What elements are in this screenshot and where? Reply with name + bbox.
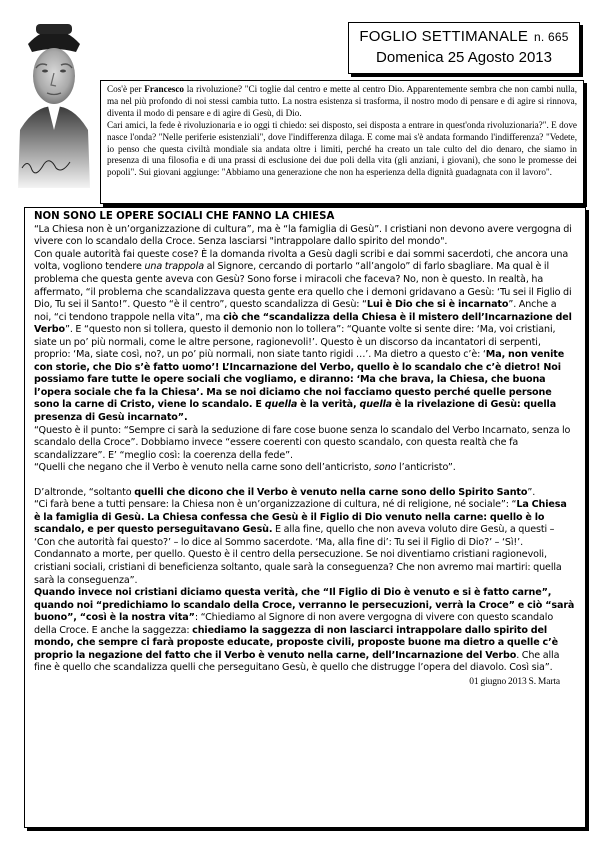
text-run: . Che alla fine è quello che scandalizza quelli che perseguitano Gesù, è quello che distrugge l’opera del diavolo. Così sia”. <box>34 649 560 674</box>
intro-paragraph-1: Cos'è per Francesco la rivoluzione? "Ci toglie dal centro e mette al centro Dio. Apparentemente sembra che non cambi nulla, ma nel più profondo di noi stessi cambia tutto. La nostra esistenza si trasforma, il nostro modo di pensare e di agire si rinnova, diventa il modo di pensare e di agire di Gesù, di Dio. <box>107 84 577 118</box>
text-run: Lui è Dio che si è incarnato <box>366 299 509 311</box>
intro-paragraph-2: Cari amici, la fede è rivoluzionaria e io oggi ti chiedo: sei disposto, sei disposta a entrare in quest'onda rivoluzionaria?". E dove nasce l'onda? "Nelle periferie esistenziali", dove l'indifferenza dilaga. E come mai s'è andata formando l'indifferenza? "Vedete, io penso che questa civiltà mondiale sia andata oltre i limiti, perché ha creato un tale culto del dio denaro, che siamo in presenza di una filosofia e di una prassi di esclusione dei due poli della vita (gli anziani, i giovani), che sono le promesse dei popoli". Sui giovani aggiunge: "Abbiamo una generazione che non ha esperienza della dignità guadagnata con il lavoro". <box>107 119 577 178</box>
masthead <box>348 22 580 74</box>
issue-number: n. 665 <box>534 30 569 44</box>
text-run: Ma, non venite con storie, che Dio s’è fatto uomo’! L’Incarnazione del Verbo, quello è lo scandalo che c’è dietro! Noi possiamo fare tutte le opere sociali che vogliamo, e diranno: ‘Ma che brava, la Chiesa, che buona l’opera sociale che fa la Chiesa’. Ma se noi diciamo che noi facciamo questo perché quelle persone sono la carne di Cristo, viene lo scandalo. E <box>34 349 565 411</box>
article-paragraph <box>34 462 576 475</box>
text-run: : “Chiediamo al Signore di non avere vergogna di vivere con questo scandalo della Croce. E anche la saggezza: <box>34 612 554 636</box>
text-run: è la rivelazione di Gesù: quella presenza di Gesù incarnato”. <box>34 399 557 423</box>
portrait-photo-icon <box>14 18 94 188</box>
text-run: “La Chiesa non è un’organizzazione di cultura”, ma è “la famiglia di Gesù”. I cristiani non devono avere vergogna di vivere con lo scandalo della Croce. Senza lasciarsi "intrappolare dallo spirito del mondo". <box>34 223 572 248</box>
article-box <box>24 207 586 828</box>
text-run: l’anticristo”. <box>396 462 456 474</box>
article-heading: NON SONO LE OPERE SOCIALI CHE FANNO LA CHIESA <box>34 211 335 222</box>
text-run: La Chiesa è la famiglia di Gesù. La Chiesa confessa che Gesù è il Figlio di Dio venuto nella carne: quello è lo scandalo, e per questo perseguitavano Gesù. <box>34 499 567 536</box>
text-run: Con quale autorità fai queste cose? È la domanda rivolta a Gesù dagli scribi e dai sommi sacerdoti, che ancora una volta, vogliono tendere <box>34 248 569 273</box>
text-run: quelli che dicono che il Verbo è venuto nella carne sono dello Spirito Santo <box>134 486 528 498</box>
intro-box <box>100 80 584 204</box>
paragraph-gap <box>34 475 576 487</box>
text-run: ”. <box>527 486 536 498</box>
text-run: “Ci farà bene a tutti pensare: la Chiesa non è un’organizzazione di cultura, né di religione, né sociale”: “ <box>34 499 517 511</box>
text-run: D’altronde, “soltanto <box>34 486 135 498</box>
issue-date: Domenica 25 Agosto 2013 <box>376 49 552 66</box>
text-run: E alla fine, quello che non aveva voluto dire Gesù, a questi – ‘Con che autorità fai questo?’ – lo dice al Sommo sacerdote. ‘Ma, alla fine di’: Tu sei il Figlio di Dio?’ – ‘Sì!’. Condannato a morte, per quello. Questo è il centro della persecuzione. Se noi diventiamo cristiani ragionevoli, cristiani sociali, cristiani di beneficienza soltanto, quale sarà la conseguenza? Che non avremo mai martiri: quella sarà la conseguenza”. <box>34 524 562 586</box>
masthead-title: FOGLIO SETTIMANALE <box>359 28 529 45</box>
intro-francesco: Francesco <box>144 84 185 94</box>
text-run: quella <box>359 399 393 411</box>
article-paragraph <box>34 249 576 425</box>
text-run: Quando invece noi cristiani diciamo questa verità, che “Il Figlio di Dio è venuto e si è fatto carne”, quando noi “predichiamo lo scandalo della Croce, verranno le persecuzioni, verrà la Croce” e ciò “sarà buono”, “così è la nostra vita” <box>34 587 575 624</box>
article-paragraph <box>34 224 576 249</box>
text-run: quella <box>264 399 298 411</box>
article-signature: 01 giugno 2013 S. Marta <box>469 676 560 687</box>
text-run: ciò che “scandalizza della Chiesa è il mistero dell’Incarnazione del Verbo <box>34 311 572 336</box>
text-run: sono <box>374 462 397 474</box>
article-paragraph <box>34 499 576 587</box>
text-run: ”. E “questo non si tollera, questo il demonio non lo tollera”: “Quante volte si sente dire: ‘Ma, voi cristiani, siate un po’ più normali, come le altre persone, ragionevoli!’. Questo è un discorso da incantatori di serpenti, proprio: ‘Ma, siate così, no?, un po’ più normali, non siate tanto rigidi …’. Ma dietro a questo c’è: ‘ <box>34 324 556 361</box>
article-paragraph <box>34 487 576 500</box>
text-run: è la verità, <box>297 399 360 411</box>
text-run: al Signore, cercando di portarlo “all’angolo” di farlo sbagliare. Ma qual è il problema che questa gente aveva con Gesù? Sono forse i miracoli che faceva? No, non è questo. In realtà, ha affermato, “il problema che scandalizzava questa gente era quello che i demoni gridavano a Gesù: ‘Tu sei il Figlio di Dio, Tu sei il Santo!”. Questo “è il centro”, questo scandalizza di Gesù: “ <box>34 261 572 311</box>
article-paragraph <box>34 425 576 463</box>
text-run: “Quelli che negano che il Verbo è venuto nella carne sono dell’anticristo, <box>34 462 375 474</box>
portrait-photo <box>14 18 94 188</box>
masthead-title-row <box>349 26 579 48</box>
article-paragraph <box>34 587 576 675</box>
text-run: ”. Anche a noi, “ci tendono trappole nella vita”, ma <box>34 299 557 323</box>
text-run: chiediamo la saggezza di non lasciarci intrappolare dallo spirito del mondo, che sempre ci farà proposte educate, proposte civili, proposte buone ma dietro a quelle c’è proprio la negazione del fatto che il Verbo è venuto nella carne, dell’Incarnazione del Verbo <box>34 624 558 661</box>
text-run: “Questo è il punto: “Sempre ci sarà la seduzione di fare cose buone senza lo scandalo del Verbo Incarnato, senza lo scandalo della Croce”. Dobbiamo invece “essere coerenti con questo scandalo, con questa realtà che fa scandalizzare”. E’ “meglio così: la coerenza della fede”. <box>34 424 571 461</box>
text-run: una trappola <box>144 261 204 273</box>
